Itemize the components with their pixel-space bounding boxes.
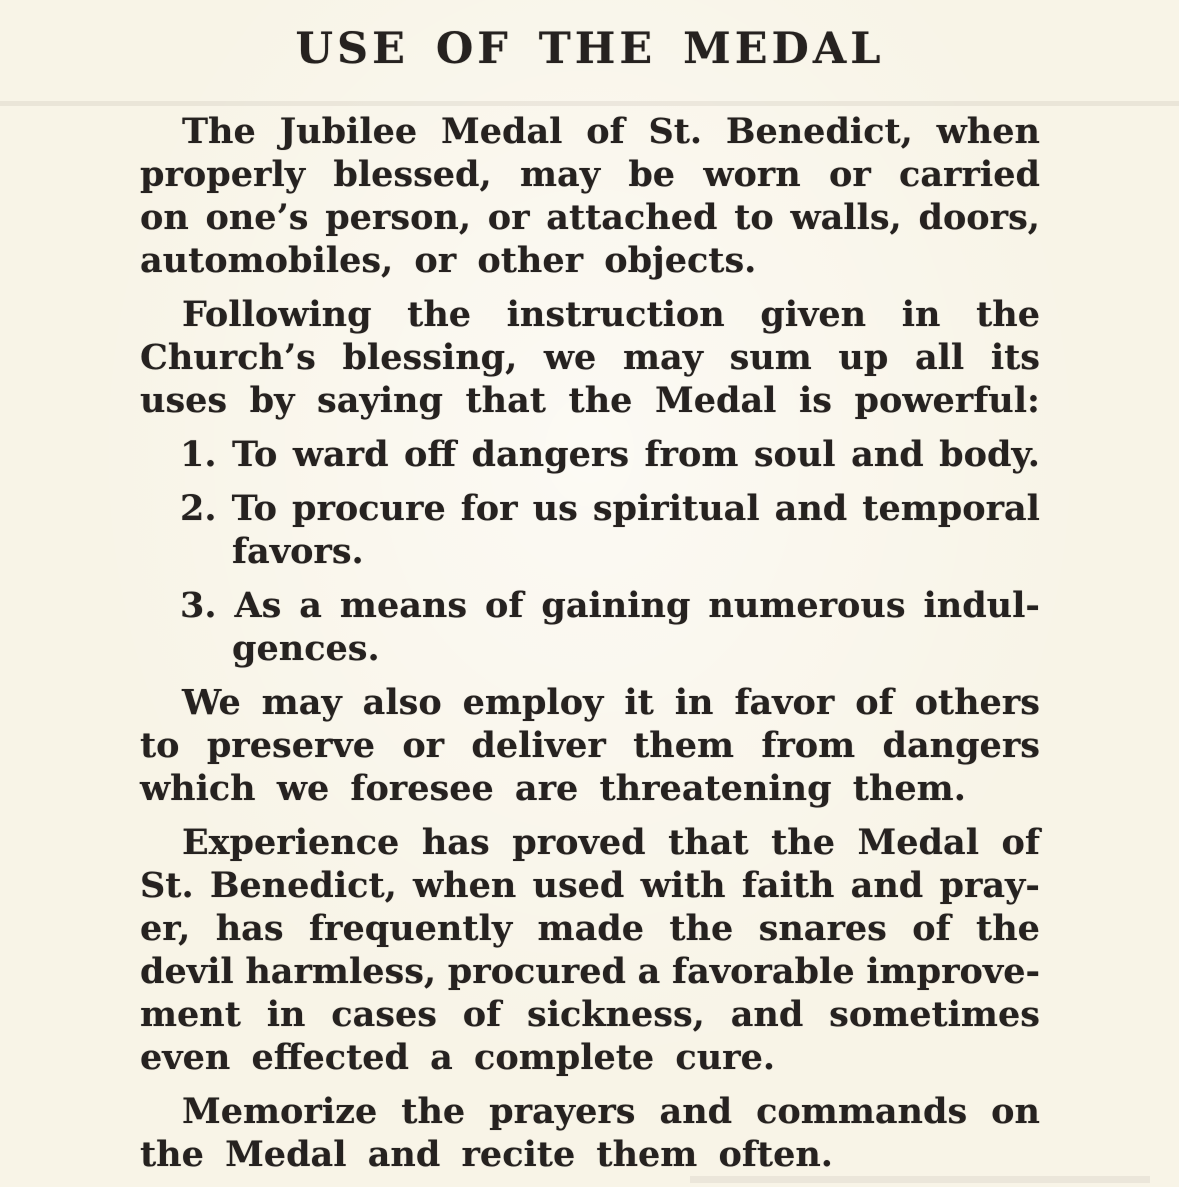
word: commands (756, 1091, 968, 1132)
word: from (761, 725, 856, 766)
word: them (633, 725, 735, 766)
word: the (669, 908, 734, 949)
word: snares (758, 908, 887, 949)
word: the (976, 294, 1040, 335)
word: we (543, 337, 597, 378)
word: procured (447, 951, 626, 992)
word: the (568, 380, 633, 421)
text-line (180, 433, 1040, 476)
word: us (532, 488, 578, 529)
word: faith (741, 865, 835, 906)
word: a (299, 585, 322, 626)
word: off (404, 434, 457, 475)
word: improve- (866, 951, 1040, 992)
word: it (624, 682, 654, 723)
text-line (180, 584, 1040, 627)
word: the (771, 822, 835, 863)
word: and (774, 488, 848, 529)
word: one’s (205, 197, 309, 238)
word: body. (939, 434, 1040, 475)
word: indul- (923, 585, 1040, 626)
word: As (234, 585, 282, 626)
paragraph (140, 293, 1040, 422)
word: in (266, 994, 306, 1035)
word: powerful: (854, 380, 1040, 421)
word: blessed, (333, 154, 492, 195)
list-number: 2. (180, 488, 217, 529)
word: to (734, 197, 774, 238)
text-line (140, 336, 1040, 379)
word: sometimes (829, 994, 1040, 1035)
text-line (140, 907, 1040, 950)
word: er, (140, 908, 191, 949)
paragraph (140, 1090, 1040, 1176)
scan-artifact-bottom (690, 1176, 1150, 1183)
word: is (798, 380, 832, 421)
word: or (487, 197, 530, 238)
document-body (140, 110, 1040, 1176)
word: blessing, (342, 337, 518, 378)
word: The (182, 111, 256, 152)
word: of (462, 994, 502, 1035)
word: or (402, 725, 445, 766)
paragraph (140, 681, 1040, 810)
word: all (914, 337, 965, 378)
word: in (674, 682, 714, 723)
word: instruction (506, 294, 725, 335)
word: spiritual (592, 488, 760, 529)
word: the (976, 908, 1040, 949)
word: gaining (541, 585, 691, 626)
word: procure (291, 488, 446, 529)
text-line: which we foresee are threatening them. (140, 768, 966, 809)
word: and (851, 434, 924, 475)
word: with (640, 865, 726, 906)
word: soul (753, 434, 836, 475)
word: has (421, 822, 490, 863)
word: saying (317, 380, 443, 421)
word: used (532, 865, 625, 906)
word: employ (462, 682, 604, 723)
word: To (232, 434, 278, 475)
word: for (460, 488, 518, 529)
word: Medal (440, 111, 563, 152)
text-line: favors. (232, 531, 364, 572)
word: of (485, 585, 524, 626)
word: has (215, 908, 284, 949)
word: sickness, (527, 994, 705, 1035)
word: to (140, 725, 180, 766)
text-line (140, 293, 1040, 336)
list-item (140, 433, 1040, 476)
word: may (519, 154, 601, 195)
word: person, (325, 197, 472, 238)
word: on (991, 1091, 1040, 1132)
word: Church’s (140, 337, 316, 378)
list-item (140, 487, 1040, 573)
word: dangers (471, 434, 630, 475)
word: favor (734, 682, 835, 723)
word: To (231, 488, 277, 529)
text-line (140, 993, 1040, 1036)
word: the (401, 1091, 466, 1132)
word: may (261, 682, 342, 723)
word: temporal (862, 488, 1040, 529)
word: favorable (672, 951, 855, 992)
word: walls, (790, 197, 902, 238)
word: be (628, 154, 676, 195)
text-line (140, 724, 1040, 767)
word: and (730, 994, 804, 1035)
word: worn (703, 154, 801, 195)
word: proved (512, 822, 646, 863)
word: when (413, 865, 517, 906)
word: harmless, (245, 951, 437, 992)
word: also (362, 682, 442, 723)
word: its (990, 337, 1040, 378)
word: from (644, 434, 739, 475)
word: Medal (857, 822, 979, 863)
list-item (140, 584, 1040, 670)
word: St. (648, 111, 703, 152)
text-line (140, 196, 1040, 239)
word: doors, (918, 197, 1040, 238)
text-line (140, 821, 1040, 864)
word: Benedict, (725, 111, 913, 152)
paragraph (140, 821, 1040, 1079)
word: attached (546, 197, 718, 238)
word: ward (292, 434, 389, 475)
word: or (828, 154, 871, 195)
word: Experience (182, 822, 400, 863)
word: that (668, 822, 749, 863)
word: preserve (206, 725, 376, 766)
text-line: gences. (232, 628, 380, 669)
text-line (140, 110, 1040, 153)
text-line (140, 1090, 1040, 1133)
word: of (586, 111, 625, 152)
word: on (140, 197, 189, 238)
word: uses (140, 380, 228, 421)
word: St. (140, 865, 194, 906)
word: ment (140, 994, 241, 1035)
word: deliver (471, 725, 606, 766)
paragraph (140, 110, 1040, 282)
word: of (912, 908, 951, 949)
text-line: even effected a complete cure. (140, 1037, 776, 1078)
word: properly (140, 154, 306, 195)
word: Memorize (182, 1091, 378, 1132)
word: and (850, 865, 924, 906)
word: and (659, 1091, 733, 1132)
word: in (901, 294, 941, 335)
text-line: the Medal and recite them often. (140, 1134, 833, 1175)
text-line (140, 864, 1040, 907)
word: when (936, 111, 1040, 152)
text-line (140, 681, 1040, 724)
list-number: 3. (180, 585, 217, 626)
text-line (180, 487, 1040, 530)
word: devil (140, 951, 234, 992)
word: Jubilee (279, 111, 418, 152)
text-line: automobiles, or other objects. (140, 240, 757, 281)
word: made (537, 908, 644, 949)
text-line (140, 153, 1040, 196)
word: by (249, 380, 295, 421)
word: carried (899, 154, 1040, 195)
word: sum (729, 337, 812, 378)
word: the (407, 294, 472, 335)
word: We (182, 682, 241, 723)
page-title: USE OF THE MEDAL (295, 24, 885, 74)
scan-artifact-top (0, 101, 1179, 106)
text-line (140, 950, 1040, 993)
word: others (914, 682, 1040, 723)
word: a (637, 951, 661, 992)
word: Medal (654, 380, 777, 421)
word: of (1001, 822, 1040, 863)
word: dangers (882, 725, 1040, 766)
list-number: 1. (180, 434, 217, 475)
word: means (339, 585, 468, 626)
word: pray- (939, 865, 1040, 906)
word: may (622, 337, 703, 378)
word: up (838, 337, 889, 378)
word: that (465, 380, 546, 421)
word: Benedict, (209, 865, 397, 906)
word: of (855, 682, 894, 723)
word: Following (182, 294, 372, 335)
word: prayers (489, 1091, 636, 1132)
word: frequently (308, 908, 513, 949)
word: cases (331, 994, 437, 1035)
text-line (140, 379, 1040, 422)
word: given (760, 294, 867, 335)
word: numerous (708, 585, 906, 626)
